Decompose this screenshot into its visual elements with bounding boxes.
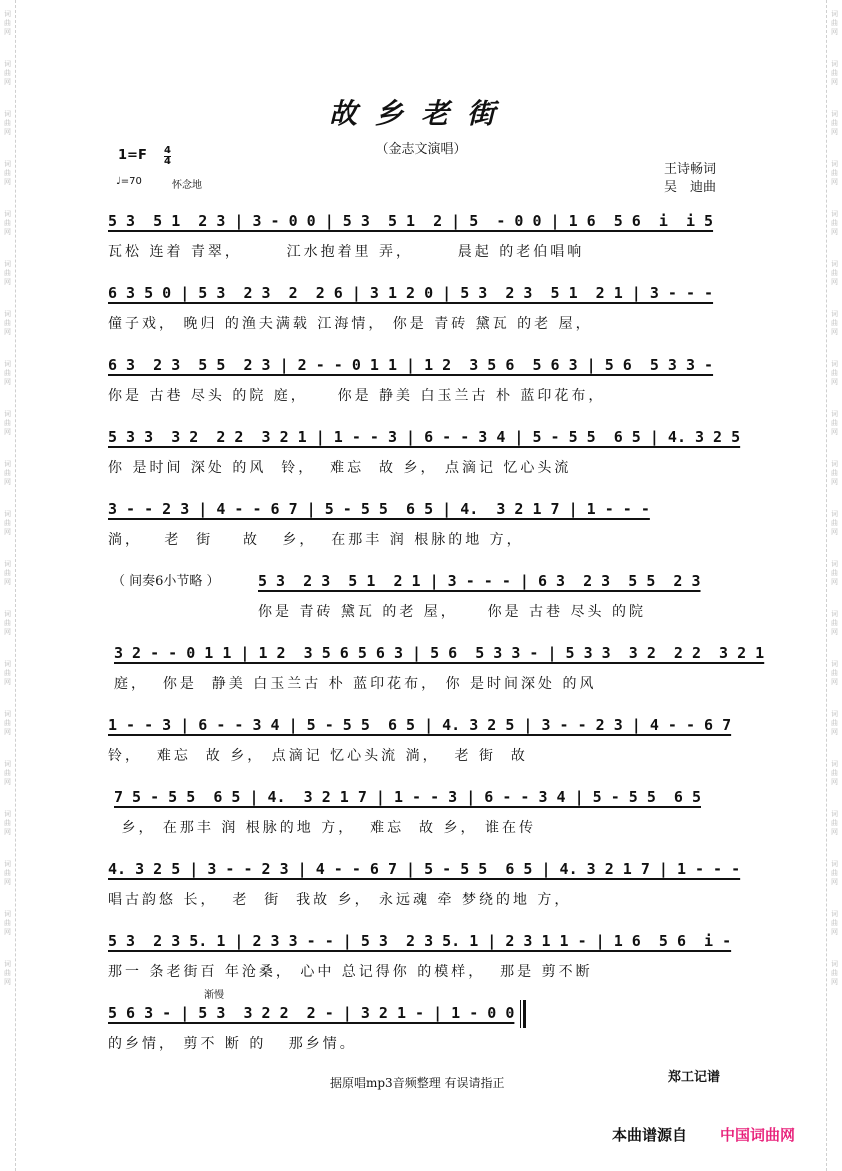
notation-line: 7 5 - 5 5 6 5 | 4. 3 2 1 7 | 1 - - 3 | 6 - - 3 4 | 5 - 5 5 6 5 — [114, 788, 701, 806]
score-line — [108, 998, 738, 1068]
score-line — [108, 710, 738, 780]
source-site-link[interactable]: 中国词曲网 — [720, 1126, 796, 1144]
time-signature — [164, 146, 171, 167]
lyricist-credit: 王诗畅词 — [664, 162, 717, 177]
score-line — [108, 350, 738, 420]
key-signature: 1=F — [118, 148, 147, 163]
song-title: 故乡老街 — [328, 97, 513, 130]
score-line — [258, 566, 738, 636]
score-line — [108, 278, 738, 348]
notation-line: 4. 3 2 5 | 3 - - 2 3 | 4 - - 6 7 | 5 - 5 5 6 5 | 4. 3 2 1 7 | 1 - - - — [108, 860, 741, 878]
notation-line: 5 6 3 - | 5 3 3 2 2 2 - | 3 2 1 - | 1 - 0 0 — [108, 1004, 515, 1022]
notation-line: 5 3 2 3 5. 1 | 2 3 3 - - | 5 3 2 3 5. 1 | 2 3 1 1 - | 1 6 5 6 i - — [108, 932, 732, 950]
right-watermark-strip: 词曲网 词曲网 词曲网 词曲网 词曲网 词曲网 词曲网 词曲网 词曲网 词曲网 词曲网 词曲网 词曲网 词曲网 词曲网 词曲网 词曲网 词曲网 词曲网 词曲网 — [826, 0, 842, 1171]
time-sig-top: 4 — [164, 145, 171, 156]
lyric-line: 瓦松 连着 青翠， 江水抱着里 弄， 晨起 的老伯唱响 — [108, 244, 585, 260]
score-line — [114, 638, 765, 708]
time-sig-bottom: 4 — [164, 156, 171, 167]
score-line — [108, 854, 741, 924]
lyric-line: 庭， 你是 静美 白玉兰古 朴 蓝印花布， 你 是时间深处 的风 — [114, 676, 597, 692]
left-watermark-strip: 词曲网 词曲网 词曲网 词曲网 词曲网 词曲网 词曲网 词曲网 词曲网 词曲网 词曲网 词曲网 词曲网 词曲网 词曲网 词曲网 词曲网 词曲网 词曲网 词曲网 — [0, 0, 16, 1171]
lyric-line: 铃， 难忘 故 乡， 点滴记 忆心头流 淌， 老 街 故 — [108, 748, 528, 764]
transcription-footnote: 据原唱mp3音频整理 有误请指正 — [330, 1076, 505, 1090]
notation-line: 1 - - 3 | 6 - - 3 4 | 5 - 5 5 6 5 | 4. 3 2 5 | 3 - - 2 3 | 4 - - 6 7 — [108, 716, 732, 734]
score-line — [108, 494, 738, 564]
composer-credit: 吴 迪曲 — [664, 180, 717, 195]
notation-line: 5 3 3 3 2 2 2 3 2 1 | 1 - - 3 | 6 - - 3 4 | 5 - 5 5 6 5 | 4. 3 2 5 — [108, 428, 741, 446]
gradual-mark: 渐慢 — [204, 990, 224, 1001]
lyric-line: 你是 古巷 尽头 的院 庭， 你是 静美 白玉兰古 朴 蓝印花布， — [108, 388, 606, 404]
transcriber-credit: 郑工记谱 — [668, 1070, 721, 1085]
score-line — [114, 782, 738, 852]
score-line — [108, 926, 738, 996]
mood-mark: 怀念地 — [172, 180, 202, 191]
lyric-line: 那一 条老街百 年沧桑， 心中 总记得你 的模样， 那是 剪不断 — [108, 964, 593, 980]
lyric-line: 僮子戏， 晚归 的渔夫满载 江海情， 你是 青砖 黛瓦 的老 屋， — [108, 316, 593, 332]
score-line — [108, 206, 738, 276]
lyric-line: 乡， 在那丰 润 根脉的地 方， 难忘 故 乡， 谁在传 — [114, 820, 536, 836]
lyric-line: 淌， 老 街 故 乡， 在那丰 润 根脉的地 方， — [108, 532, 524, 548]
singer-note: （金志文演唱） — [375, 142, 467, 157]
lyric-line: 的乡情， 剪不 断 的 那乡情。 — [108, 1036, 357, 1052]
lyric-line: 你是 青砖 黛瓦 的老 屋， 你是 古巷 尽头 的院 — [258, 604, 646, 620]
notation-line: 3 2 - - 0 1 1 | 1 2 3 5 6 5 6 3 | 5 6 5 3 3 - | 5 3 3 3 2 2 2 3 2 1 — [114, 644, 765, 662]
lyric-line: 唱古韵悠 长， 老 街 我故 乡， 永远魂 牵 梦绕的地 方， — [108, 892, 572, 908]
tempo-mark: ♩=70 — [116, 176, 142, 187]
notation-line: 6 3 5 0 | 5 3 2 3 2 2 6 | 3 1 2 0 | 5 3 2 3 5 1 2 1 | 3 - - - — [108, 284, 714, 302]
notation-line: 6 3 2 3 5 5 2 3 | 2 - - 0 1 1 | 1 2 3 5 6 5 6 3 | 5 6 5 3 3 - — [108, 356, 714, 374]
lyric-line: 你 是时间 深处 的风 铃， 难忘 故 乡， 点滴记 忆心头流 — [108, 460, 572, 476]
source-label: 本曲谱源自 — [612, 1126, 688, 1144]
notation-line: 5 3 5 1 2 3 | 3 - 0 0 | 5 3 5 1 2 | 5 - 0 0 | 1 6 5 6 i i 5 — [108, 212, 714, 230]
notation-line: 5 3 2 3 5 1 2 1 | 3 - - - | 6 3 2 3 5 5 2 3 — [258, 572, 701, 590]
final-barline — [520, 1000, 526, 1028]
interlude-note: （ 间奏6小节略 ） — [112, 574, 220, 589]
score-line — [108, 422, 741, 492]
notation-line: 3 - - 2 3 | 4 - - 6 7 | 5 - 5 5 6 5 | 4. 3 2 1 7 | 1 - - - — [108, 500, 650, 518]
